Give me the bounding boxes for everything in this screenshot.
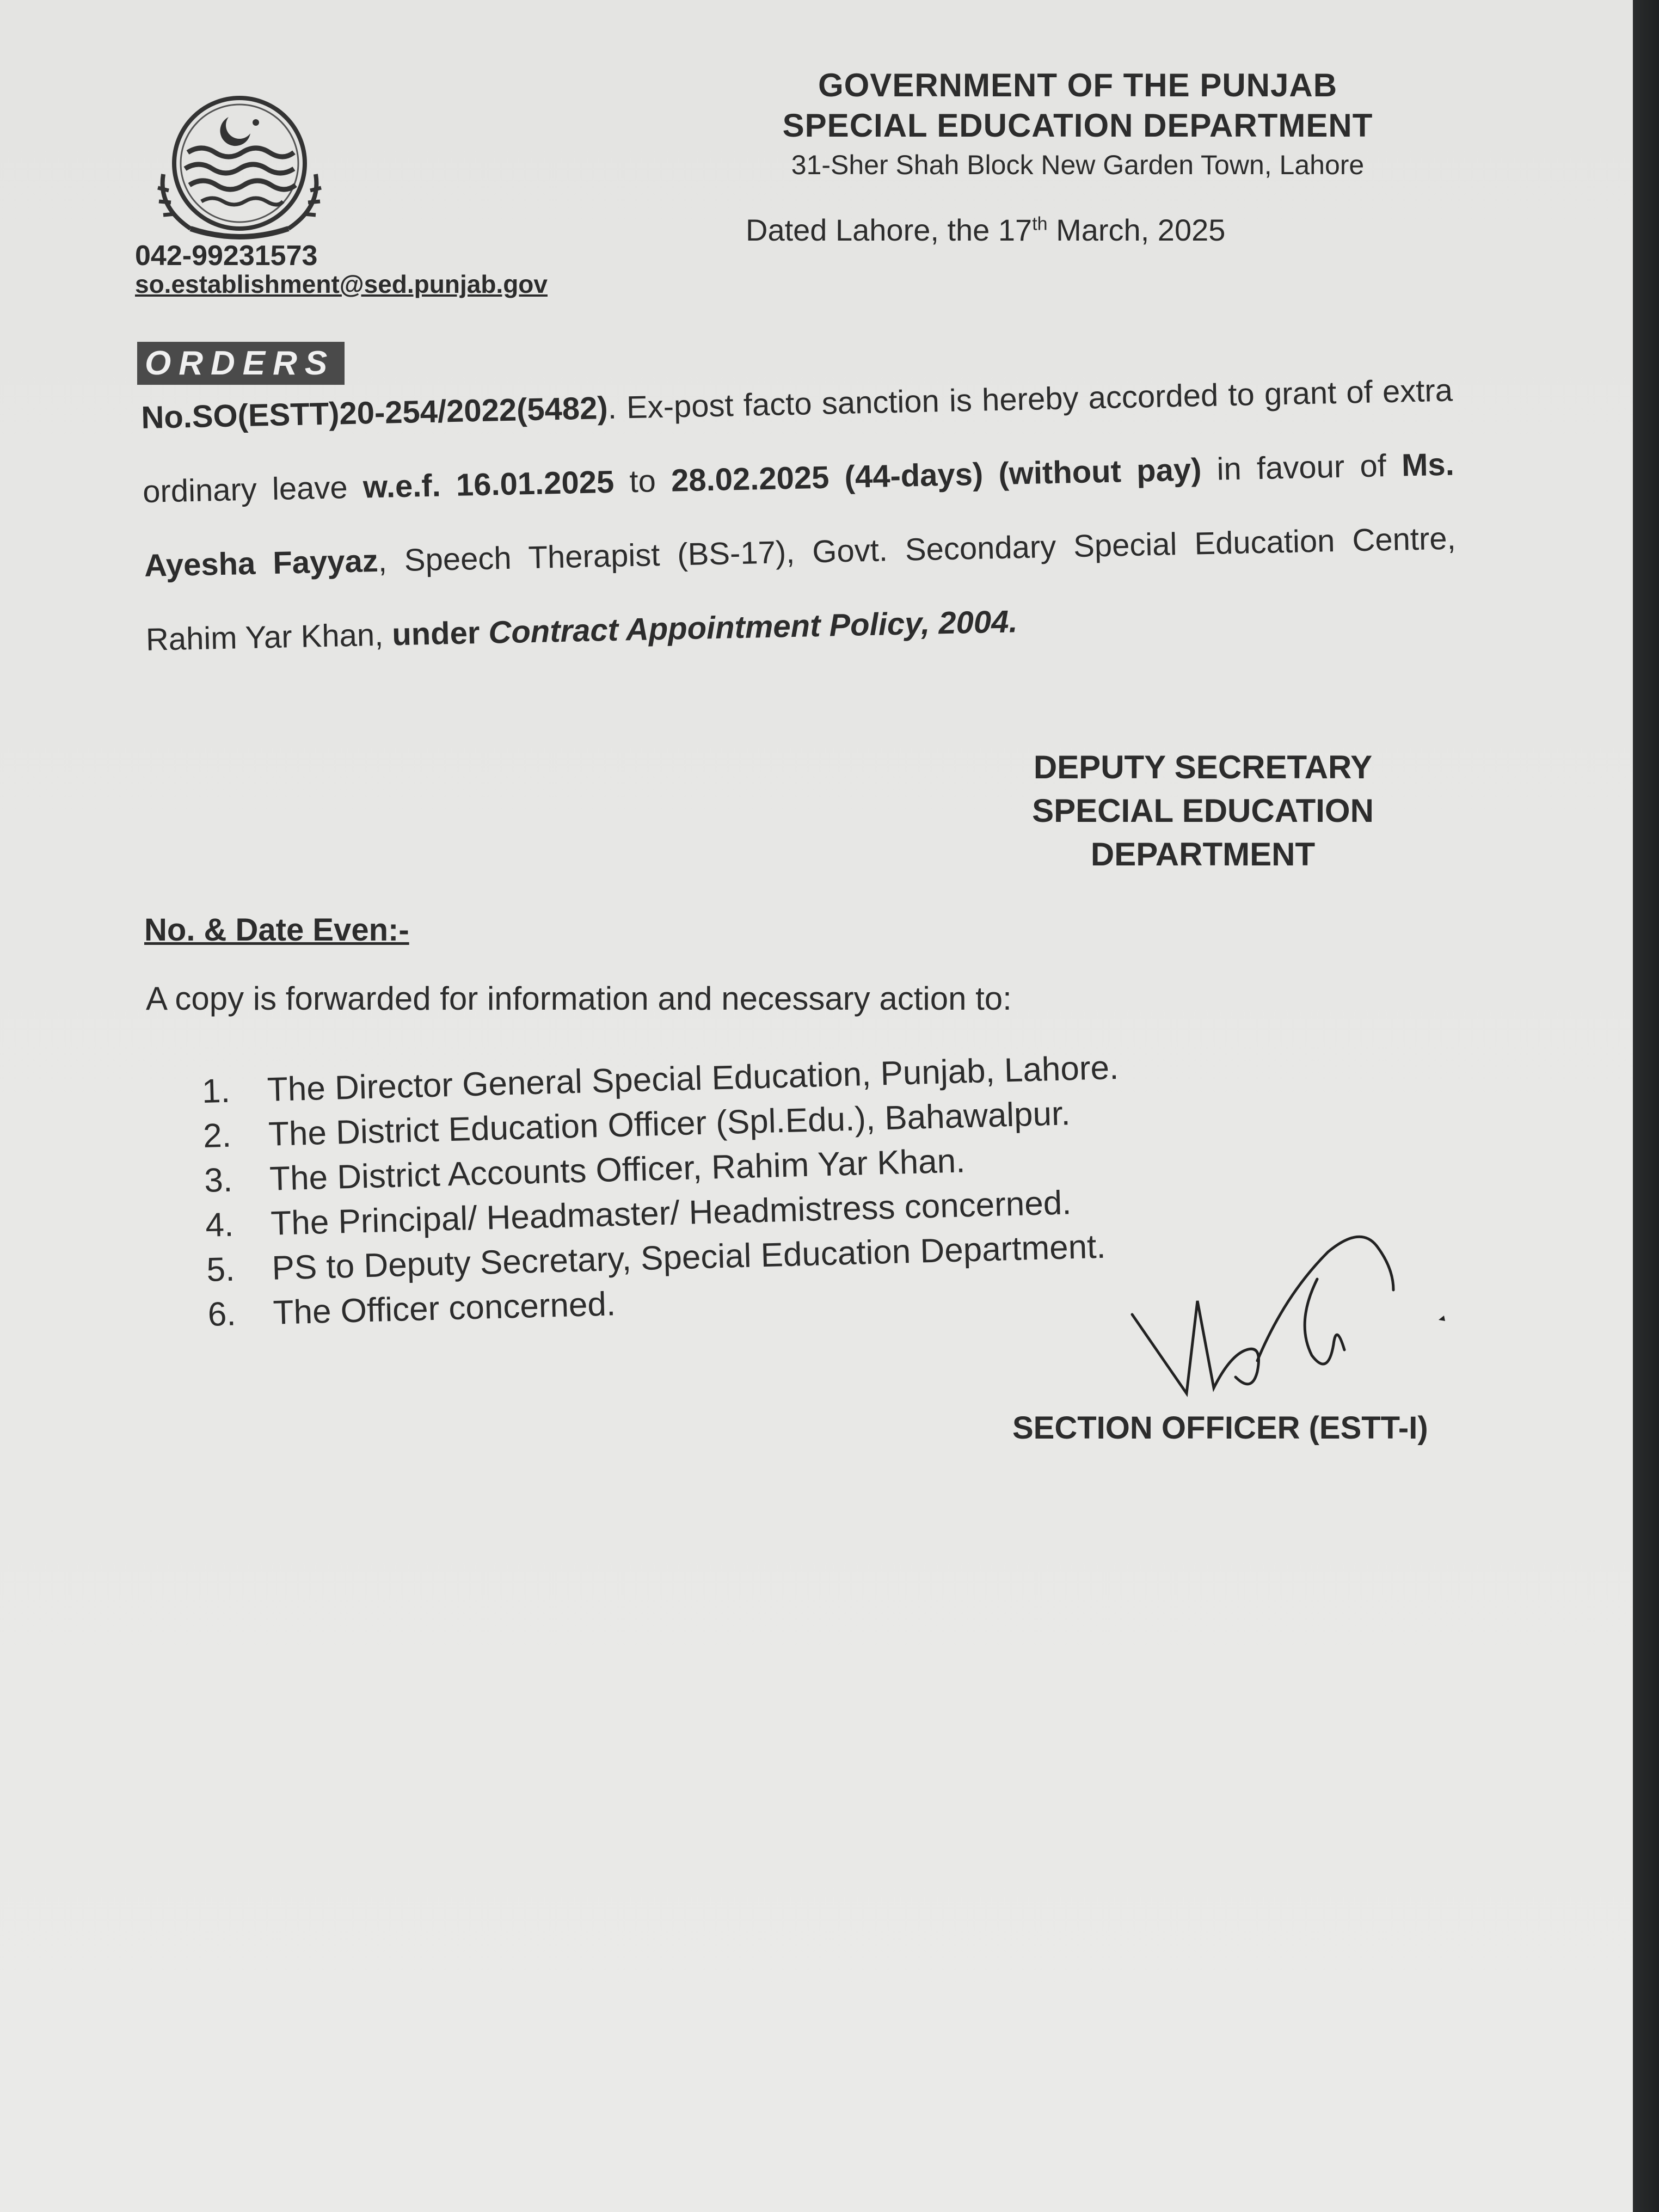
deputy-secretary-block: DEPUTY SECRETARY SPECIAL EDUCATION DEPARTMENT	[1032, 749, 1374, 872]
department-address: 31-Sher Shah Block New Garden Town, Lahore	[791, 150, 1365, 180]
recipient-list	[201, 1046, 1125, 1337]
dated-line: Dated Lahore, the 17th March, 2025	[746, 213, 1226, 247]
list-item: 1. The Director General Special Education, Punjab, Lahore.	[201, 1048, 1120, 1110]
letterhead	[740, 65, 1415, 184]
handwritten-signature	[1121, 1214, 1470, 1421]
no-date-even-label: No. & Date Even:-	[144, 912, 409, 948]
copy-forwarded-text: A copy is forwarded for information and necessary action to:	[146, 980, 1012, 1017]
list-item: 2. The District Education Officer (Spl.Edu.), Bahawalpur.	[202, 1095, 1071, 1155]
list-item: 5. PS to Deputy Secretary, Special Education Department.	[206, 1227, 1107, 1289]
policy-name: Contract Appointment Policy, 2004.	[488, 604, 1018, 650]
email-address[interactable]: so.establishment@sed.punjab.gov	[135, 270, 548, 298]
desk-edge	[1633, 0, 1659, 2212]
punjab-emblem-icon	[142, 93, 337, 245]
phone-number: 042-99231573	[135, 240, 318, 272]
employee-name: Ms. Ayesha Fayyaz	[144, 446, 1455, 583]
list-item: 3. The District Accounts Officer, Rahim Yar Khan.	[204, 1142, 966, 1200]
department-title: SPECIAL EDUCATION DEPARTMENT	[782, 107, 1373, 144]
government-title: GOVERNMENT OF THE PUNJAB	[818, 67, 1338, 103]
list-item: 6. The Officer concerned.	[207, 1285, 616, 1334]
list-item: 4. The Principal/ Headmaster/ Headmistress concerned.	[205, 1184, 1072, 1244]
order-number: No.SO(ESTT)20-254/2022(5482)	[140, 390, 609, 435]
orders-heading: ORDERS	[137, 342, 345, 385]
order-paragraph: No.SO(ESTT)20-254/2022(5482). Ex-post facto sanction is hereby accorded to grant of extra ordinary leave w.e.f. 16.01.2025 to 28.02.2025 (44-days) (without pay) in favour of Ms. Ayesha Fayyaz, Speech Therapist (BS-17), Govt. Secondary Special Education Centre, Rahim Yar Khan, under Contract Appointment Policy, 2004.	[140, 372, 1457, 658]
section-officer-block: SECTION OFFICER (ESTT-I)	[1012, 1410, 1428, 1446]
